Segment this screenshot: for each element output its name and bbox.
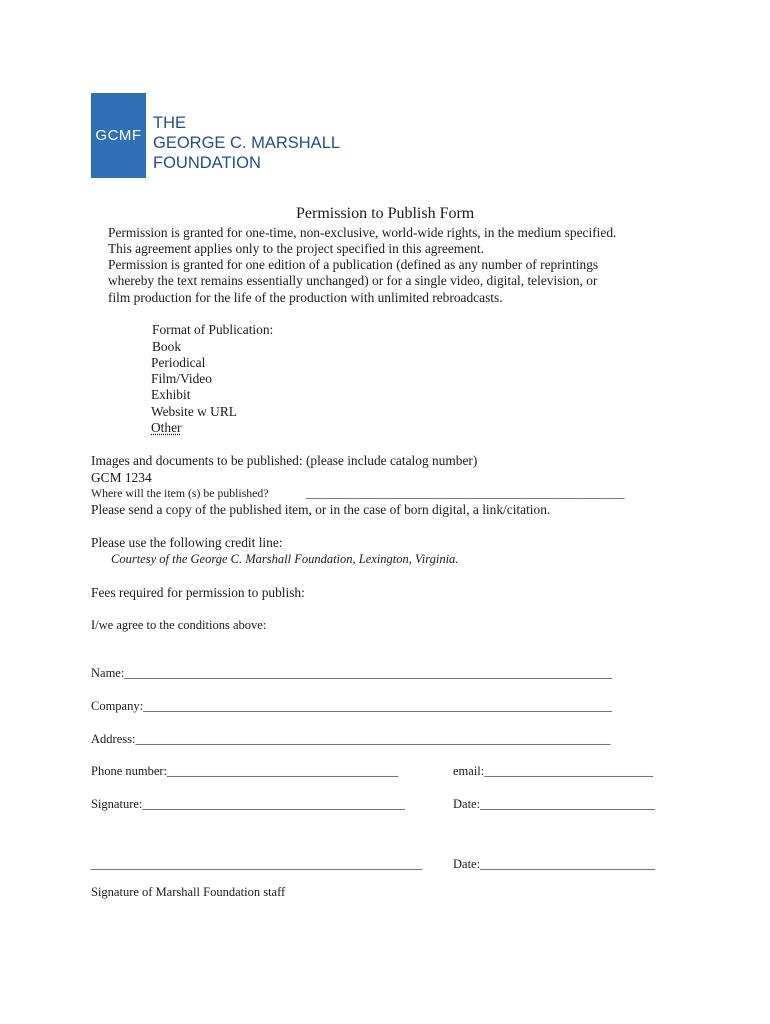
staff-signature-label: Signature of Marshall Foundation staff bbox=[91, 885, 286, 899]
intro-line: This agreement applies only to the project specified in this agreement. bbox=[108, 241, 484, 256]
catalog-number-input[interactable]: GCM 1234 bbox=[91, 470, 152, 485]
staff-date-field[interactable]: Date:____________________________ bbox=[453, 857, 656, 871]
credit-heading: Please use the following credit line: bbox=[91, 535, 283, 550]
phone-field[interactable]: Phone number:_____________________________________ bbox=[91, 764, 399, 778]
logo-line-3: FOUNDATION bbox=[153, 154, 261, 172]
address-field[interactable]: Address:____________________________________________________________________________ bbox=[91, 732, 611, 746]
format-option-book[interactable]: Book bbox=[152, 339, 182, 354]
signature-date-field[interactable]: Date:____________________________ bbox=[453, 797, 656, 811]
name-field[interactable]: Name:______________________________________________________________________________ bbox=[91, 666, 612, 680]
gcmf-logo-box bbox=[91, 93, 146, 178]
logo-line-2: GEORGE C. MARSHALL bbox=[153, 134, 341, 152]
where-published-label: Where will the item (s) be published? bbox=[91, 486, 269, 500]
logo-wordmark bbox=[153, 113, 340, 173]
form-title: Permission to Publish Form bbox=[296, 205, 475, 222]
send-copy-text: Please send a copy of the published item, or in the case of born digital, a link/citation. bbox=[91, 502, 551, 517]
format-heading: Format of Publication: bbox=[152, 322, 274, 337]
signature-field[interactable]: Signature:__________________________________________ bbox=[91, 797, 405, 811]
images-heading: Images and documents to be published: (please include catalog number) bbox=[91, 453, 478, 468]
staff-signature-field[interactable]: _____________________________________________________ bbox=[91, 857, 423, 871]
intro-line: Permission is granted for one-time, non-exclusive, world-wide rights, in the medium specified. bbox=[108, 225, 617, 240]
intro-line: whereby the text remains essentially unchanged) or for a single video, digital, television, or bbox=[108, 273, 598, 288]
fees-label: Fees required for permission to publish: bbox=[91, 585, 305, 600]
logo-abbr: GCMF bbox=[95, 127, 142, 144]
format-option-other[interactable]: Other bbox=[151, 420, 182, 435]
agree-label: I/we agree to the conditions above: bbox=[91, 618, 267, 632]
logo-line-1: THE bbox=[153, 114, 186, 132]
company-field[interactable]: Company:___________________________________________________________________________ bbox=[91, 699, 612, 713]
format-option-periodical[interactable]: Periodical bbox=[151, 355, 206, 370]
intro-line: Permission is granted for one edition of a publication (defined as any number of reprintings bbox=[108, 257, 599, 272]
intro-line: film production for the life of the production with unlimited rebroadcasts. bbox=[108, 290, 503, 305]
format-option-film-video[interactable]: Film/Video bbox=[151, 371, 212, 386]
credit-line: Courtesy of the George C. Marshall Foundation, Lexington, Virginia. bbox=[111, 552, 459, 566]
format-option-website[interactable]: Website w URL bbox=[151, 404, 237, 419]
format-option-exhibit[interactable]: Exhibit bbox=[151, 387, 191, 402]
where-published-field[interactable]: ______________________________________________________ bbox=[306, 486, 625, 500]
email-field[interactable]: email:___________________________ bbox=[453, 764, 653, 778]
